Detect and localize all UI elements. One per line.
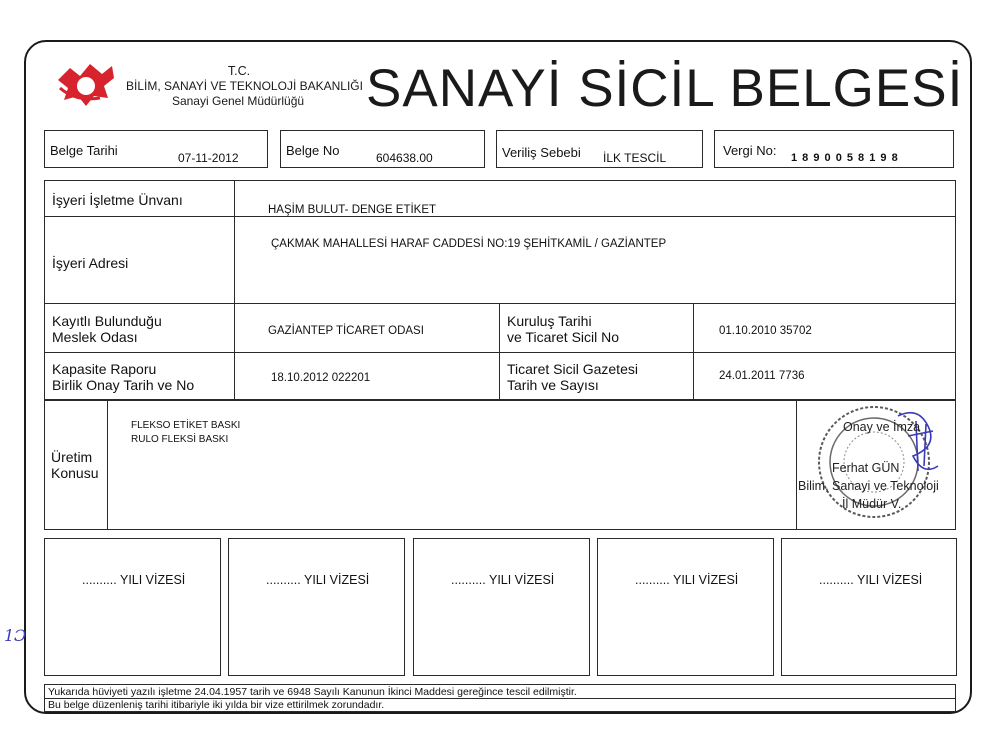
- oda-label-2: Meslek Odası: [52, 329, 138, 345]
- uretim-label-2: Konusu: [51, 465, 99, 481]
- margin-note: 1Ɔ: [4, 626, 27, 645]
- uretim-line-1: FLEKSO ETİKET BASKI: [131, 420, 241, 431]
- kurulus-label-1: Kuruluş Tarihi: [507, 313, 592, 329]
- kapasite-label-1: Kapasite Raporu: [52, 361, 157, 377]
- ministry-name: BİLİM, SANAYİ VE TEKNOLOJİ BAKANLIĞI: [126, 79, 363, 93]
- oda-label-1: Kayıtlı Bulunduğu: [52, 313, 162, 329]
- vergi-no-value: 1 8 9 0 0 5 8 1 9 8: [791, 152, 899, 164]
- visa-label-5: .......... YILI VİZESİ: [819, 573, 923, 587]
- gazete-value: 24.01.2011 7736: [719, 370, 805, 382]
- approval-line-4: İl Müdür V.: [842, 497, 902, 511]
- footer-line-2: Bu belge düzenleniş tarihi itibariyle iki yılda bir vize ettirilmek zorundadır.: [48, 699, 385, 711]
- tc-label: T.C.: [227, 64, 251, 78]
- approval-line-1: Onay ve İmza: [843, 420, 921, 434]
- belge-tarihi-label: Belge Tarihi: [50, 143, 118, 158]
- directorate-name: Sanayi Genel Müdürlüğü: [171, 94, 305, 108]
- uretim-line-2: RULO FLEKSİ BASKI: [131, 434, 229, 445]
- document-title: SANAYİ SİCİL BELGESİ: [366, 59, 964, 118]
- visa-label-4: .......... YILI VİZESİ: [635, 573, 739, 587]
- approval-col-divider: [796, 400, 797, 530]
- visa-box-1: [44, 538, 221, 676]
- verilis-sebebi-value: İLK TESCİL: [603, 151, 667, 165]
- oda-value: GAZİANTEP TİCARET ODASI: [268, 325, 424, 337]
- belge-tarihi-value: 07-11-2012: [178, 151, 239, 165]
- belge-tarihi-box: [44, 130, 268, 168]
- adres-value: ÇAKMAK MAHALLESİ HARAF CADDESİ NO:19 ŞEHİTKAMİL / GAZİANTEP: [271, 238, 667, 250]
- kurulus-label-2: ve Ticaret Sicil No: [507, 329, 620, 345]
- kapasite-value: 18.10.2012 022201: [271, 372, 371, 384]
- adres-label: İşyeri Adresi: [52, 255, 129, 271]
- kapasite-label-2: Birlik Onay Tarih ve No: [52, 377, 195, 393]
- ministry-logo-icon: [50, 58, 120, 110]
- unvan-label: İşyeri İşletme Ünvanı: [52, 192, 183, 208]
- footer-line-1: Yukarıda hüviyeti yazılı işletme 24.04.1957 tarih ve 6948 Sayılı Kanunun İkinci Maddesi gereğince tescil edilmiştir.: [48, 686, 577, 698]
- verilis-sebebi-label: Veriliş Sebebi: [502, 145, 581, 160]
- belge-no-box: [280, 130, 485, 168]
- visa-box-3: [413, 538, 590, 676]
- right-col-divider: [693, 303, 694, 400]
- visa-box-5: [781, 538, 957, 676]
- visa-box-4: [597, 538, 774, 676]
- gazete-label-1: Ticaret Sicil Gazetesi: [507, 361, 638, 377]
- unvan-value: HAŞİM BULUT- DENGE ETİKET: [268, 204, 437, 216]
- visa-label-1: .......... YILI VİZESİ: [82, 573, 186, 587]
- belge-no-label: Belge No: [286, 143, 340, 158]
- gazete-label-2: Tarih ve Sayısı: [507, 377, 599, 393]
- approval-line-2: Ferhat GÜN: [832, 461, 900, 475]
- row-divider-3: [44, 352, 956, 353]
- visa-box-2: [228, 538, 405, 676]
- kurulus-value: 01.10.2010 35702: [719, 325, 812, 337]
- uretim-label-1: Üretim: [51, 449, 93, 465]
- belge-no-value: 604638.00: [376, 151, 433, 165]
- row-divider-2: [44, 303, 956, 304]
- visa-label-2: .......... YILI VİZESİ: [266, 573, 370, 587]
- main-col-divider: [234, 180, 235, 400]
- approval-line-3: Bilim, Sanayi ve Teknoloji: [798, 479, 939, 493]
- main-info-table: [44, 180, 956, 400]
- row-divider-1: [44, 216, 956, 217]
- visa-label-3: .......... YILI VİZESİ: [451, 573, 555, 587]
- mid-col-divider: [499, 303, 500, 400]
- vergi-no-box: [714, 130, 954, 168]
- verilis-sebebi-box: [496, 130, 703, 168]
- uretim-col-divider: [107, 400, 108, 530]
- footer-notes: [44, 684, 956, 712]
- vergi-no-label: Vergi No:: [723, 143, 777, 158]
